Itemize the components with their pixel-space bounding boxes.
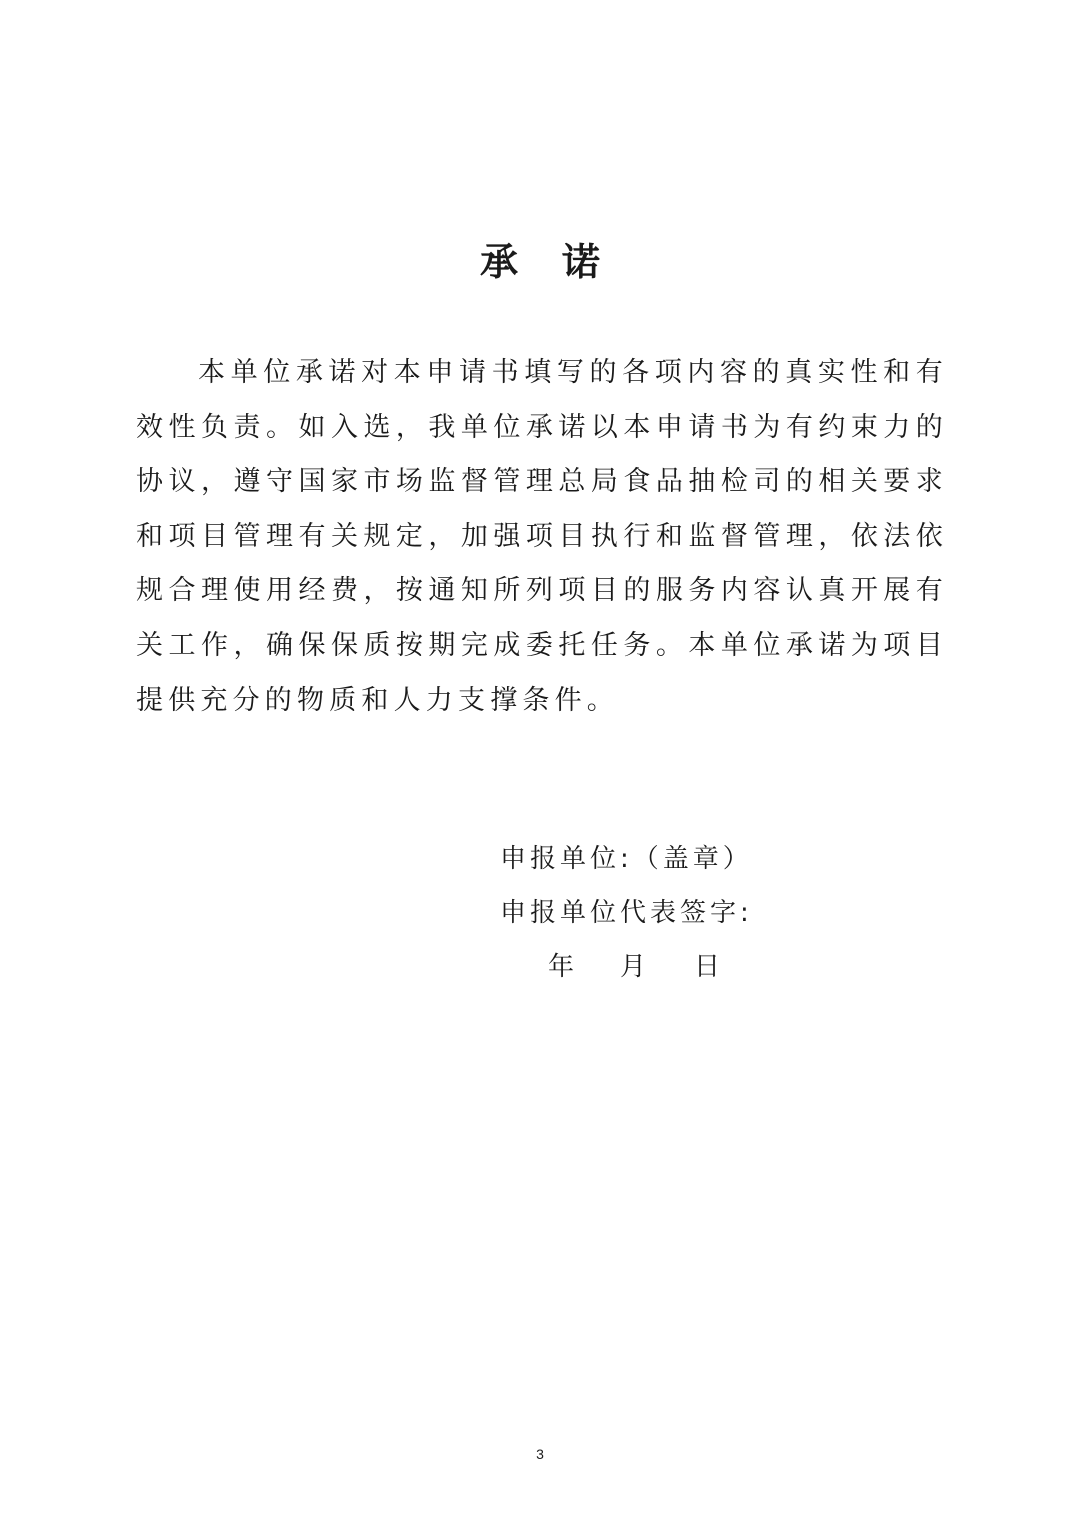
commitment-paragraph: 本单位承诺对本申请书填写的各项内容的真实性和有效性负责。如入选，我单位承诺以本申请书为有约束力的协议，遵守国家市场监督管理总局食品抽检司的相关要求和项目管理有关规定，加强项目执行和监督管理，依法依规合理使用经费，按通知所列项目的服务内容认真开展有关工作，确保保质按期完成委托任务。本单位承诺为项目提供充分的物质和人力支撑条件。 xyxy=(136,357,948,716)
page-number: 3 xyxy=(536,1446,544,1462)
date-day-label: 日 xyxy=(694,952,725,982)
date-month-label: 月 xyxy=(620,952,651,982)
applicant-unit-seal-label: 申报单位:（盖章） xyxy=(500,844,753,874)
document-title: 承诺 xyxy=(479,240,644,284)
date-line xyxy=(500,940,920,994)
date-year-label: 年 xyxy=(548,952,579,982)
signature-block xyxy=(500,832,920,982)
representative-signature-label: 申报单位代表签字: xyxy=(500,898,753,928)
